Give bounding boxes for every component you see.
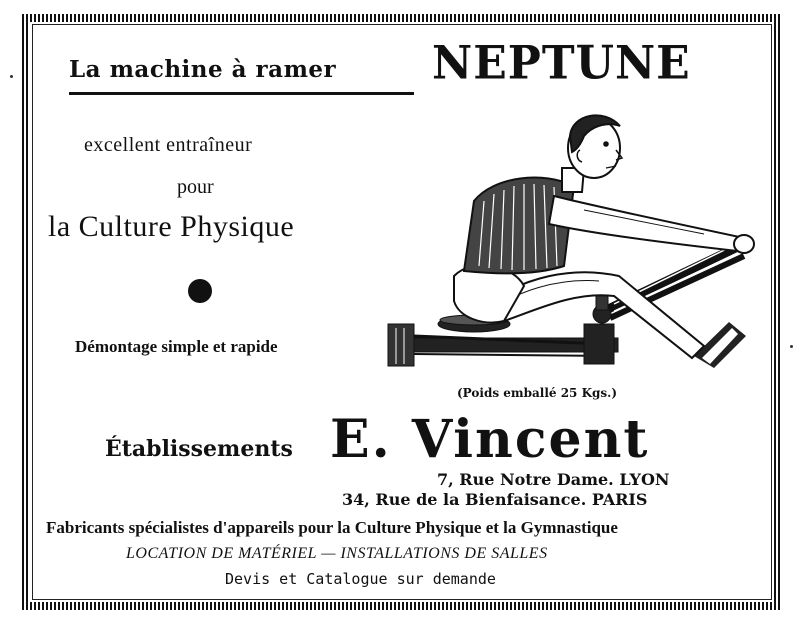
headline-prefix: La machine à ramer	[69, 56, 337, 83]
ad-frame	[22, 14, 782, 610]
print-speck	[10, 75, 13, 78]
product-name: NEPTUNE	[432, 36, 691, 91]
weight-note: (Poids emballé 25 Kgs.)	[457, 386, 618, 400]
feature-text: Démontage simple et rapide	[75, 337, 278, 356]
tagline-line-2: pour	[177, 176, 214, 198]
print-speck	[790, 345, 793, 348]
services-line: LOCATION DE MATÉRIEL — INSTALLATIONS DE SALLES	[126, 545, 548, 562]
company-prefix: Établissements	[105, 436, 293, 462]
bullet-dot-icon	[188, 279, 212, 303]
manufacturers-line: Fabricants spécialistes d'appareils pour la Culture Physique et la Gymnastique	[46, 518, 618, 537]
headline-underline	[69, 92, 414, 95]
tagline-line-1: excellent entraîneur	[84, 134, 253, 156]
rowing-man-illustration	[384, 106, 764, 388]
address-paris: 34, Rue de la Bienfaisance. PARIS	[342, 490, 648, 509]
tagline-line-3: la Culture Physique	[48, 210, 295, 243]
company-name: E. Vincent	[330, 409, 650, 470]
address-lyon: 7, Rue Notre Dame. LYON	[437, 470, 670, 489]
catalogue-line: Devis et Catalogue sur demande	[225, 570, 496, 588]
rowing-machine-base	[388, 315, 618, 366]
